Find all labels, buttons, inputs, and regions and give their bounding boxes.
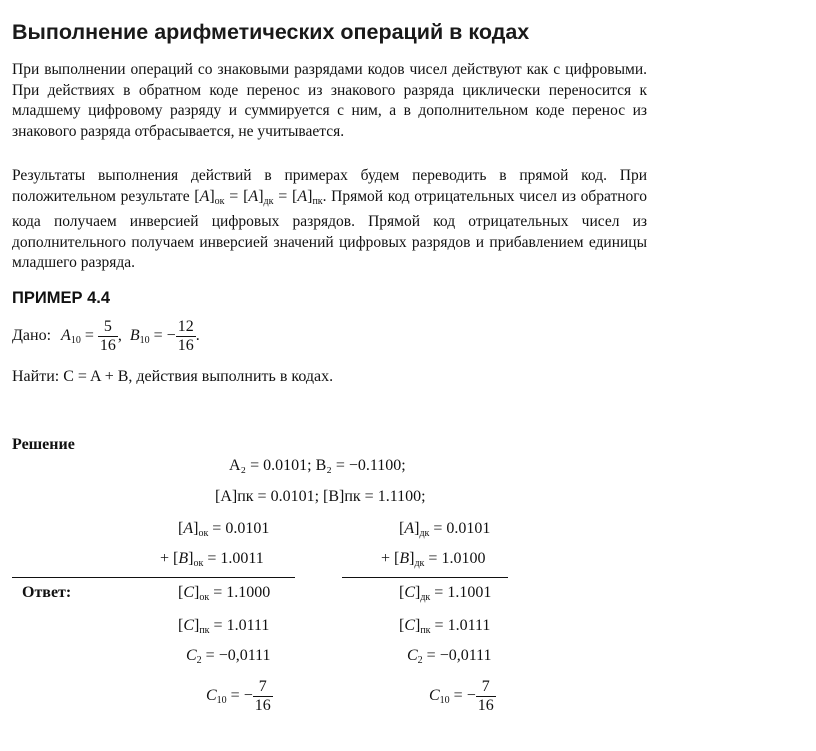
solution-line-binary: A₂ = 0.0101; B₂ = −0.1100; (229, 457, 406, 474)
left-c2: $C_2 = -0,0111$ (186, 647, 271, 666)
find-line: Найти: C = A + B, действия выполнить в кодах. (12, 368, 334, 385)
left-c10: $C_{10}$ = − $\frac{7}{16}$ (206, 678, 271, 714)
right-a-dk: $[A]_{дк} = 0.0101$ (399, 520, 491, 539)
left-c-ok: $[C]_{ок} = 1.1000$ (178, 584, 271, 603)
page-title: Выполнение арифметических операций в кодах (12, 20, 530, 44)
left-c10-fraction: $\frac{7}{16}$ (254, 678, 271, 714)
solution-label: Решение (12, 436, 75, 453)
left-c-pk: $[C]_{пк} = 1.0111$ (178, 617, 270, 636)
right-sum-rule (342, 577, 508, 578)
left-b-ok: + $[B]_{ок} = 1.0011$ (160, 550, 264, 569)
left-a-ok: $[A]_{ок} = 0.0101$ (178, 520, 270, 539)
right-c2: $C_2 = -0,0111$ (407, 647, 492, 666)
right-c10: $C_{10}$ = − $\frac{7}{16}$ (429, 678, 494, 714)
right-b-dk: + $[B]_{дк} = 1.0100$ (381, 550, 486, 569)
left-sum-rule (12, 577, 295, 578)
given-label: Дано: (12, 327, 52, 345)
example-title: ПРИМЕР 4.4 (12, 289, 111, 307)
answer-label: Ответ: (22, 584, 72, 601)
result-paragraph-part2: . Прямой код отрицательных чисел из обратного кода получаем инверсией цифровых разрядов. Прямой код отрицательных чисел из дополнительного получаем инверсией значений цифровых разрядов и прибавлением единицы младшего разряда. (12, 187, 648, 271)
solution-line-direct: [A]пк = 0.0101; [B]пк = 1.1100; (215, 488, 426, 505)
right-c-dk: $[C]_{дк} = 1.1001$ (399, 584, 492, 603)
right-c-pk: $[C]_{пк} = 1.0111$ (399, 617, 491, 636)
right-c10-fraction: $\frac{7}{16}$ (477, 678, 494, 714)
result-paragraph (12, 166, 647, 274)
formula-positive-result: $[A]_{ок} = [A]_{дк} = [A]_{пк}$ (194, 187, 323, 207)
fraction-a: $\frac{5}{16}$ (99, 318, 116, 354)
intro-paragraph: При выполнении операций со знаковыми разрядами кодов чисел действуют как с цифровыми. При действиях в обратном коде перенос из знакового разряда циклически переносится к младшему цифровому разряду и суммируется с ним, а в дополнительном коде перенос из знакового разряда отбрасывается, не учитывается. (12, 61, 647, 140)
given-line: Дано: $A_{10}$ = $\frac{5}{16}$ , $B_{10}$ = − $\frac{12}{16}$ . (12, 318, 200, 354)
result-paragraph-part1: Результаты выполнения действий в примерах будем переводить в прямой код. При положительном результате (12, 167, 647, 205)
fraction-b: $\frac{12}{16}$ (177, 318, 194, 354)
